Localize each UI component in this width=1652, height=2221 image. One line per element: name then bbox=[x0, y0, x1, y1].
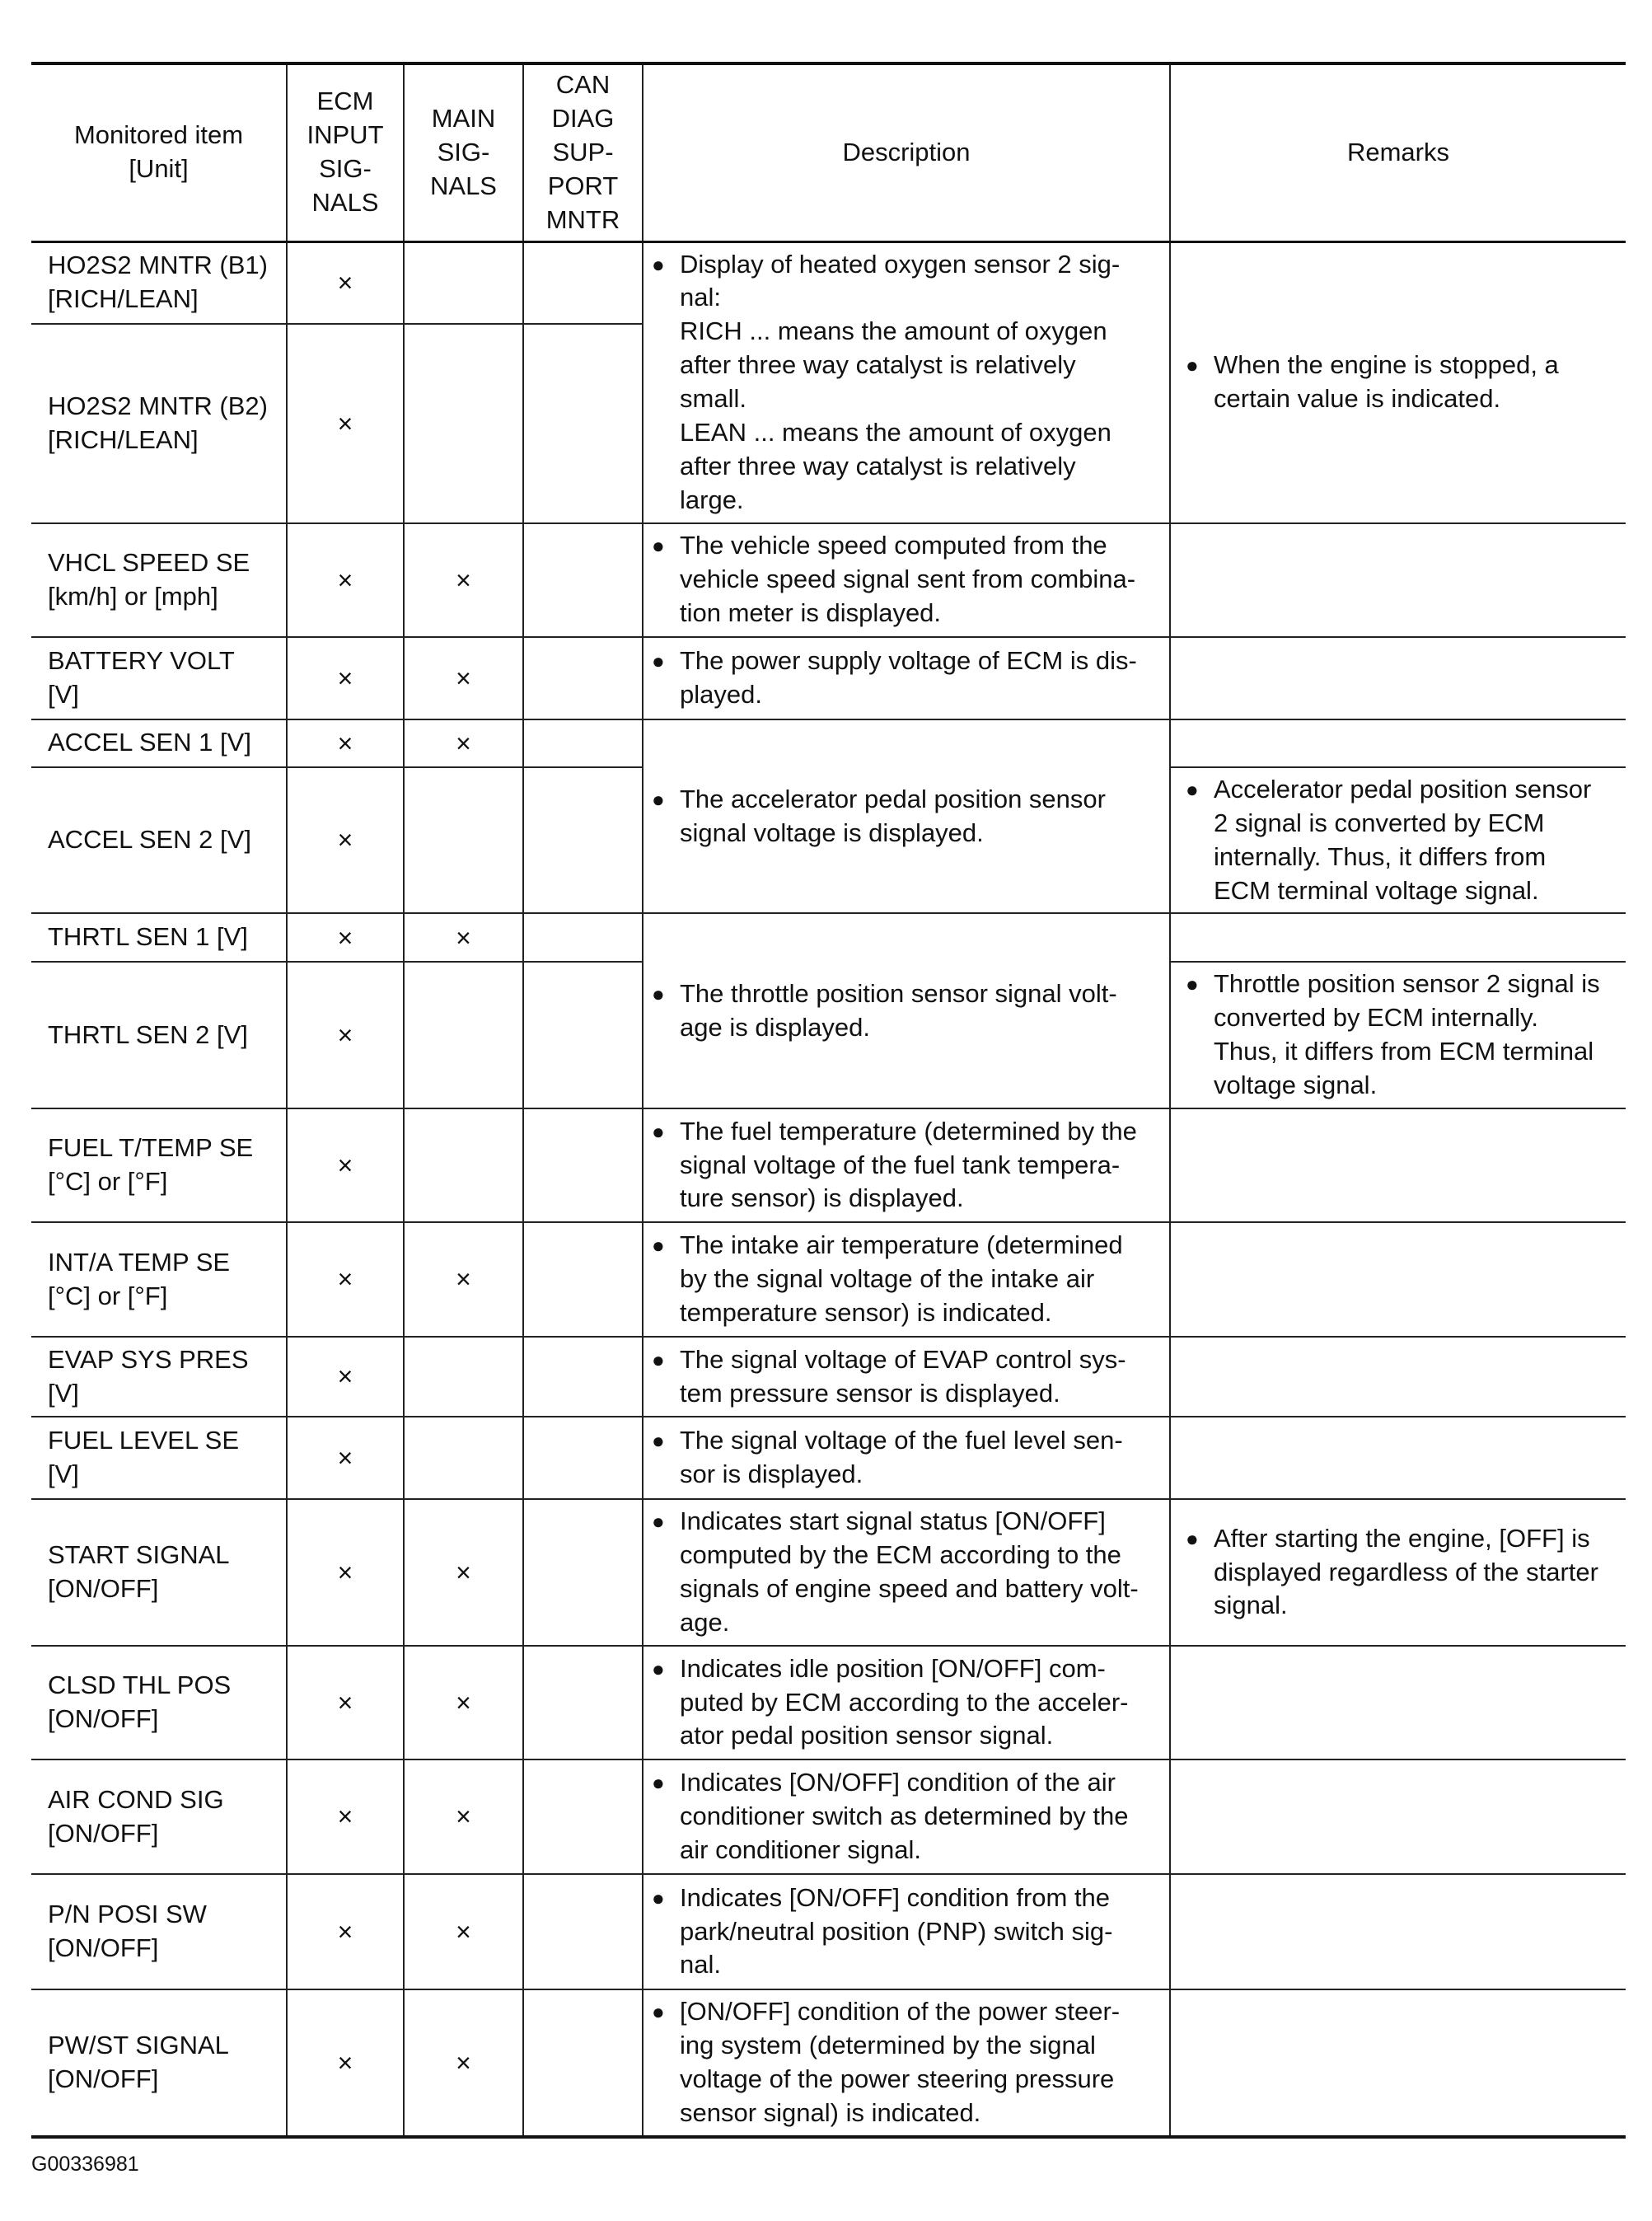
cell-line: INPUT bbox=[307, 120, 384, 150]
header-remarks: Remarks bbox=[1170, 63, 1626, 241]
bullet-icon: ● bbox=[1186, 353, 1199, 378]
bullet-text bbox=[1214, 1522, 1617, 1624]
header-main-signals bbox=[404, 63, 523, 241]
main-signal-cell bbox=[404, 767, 523, 914]
cell-line: SIG- bbox=[319, 154, 372, 184]
bullet-line: [ON/OFF] condition of the power steer- bbox=[680, 1997, 1121, 2027]
bullet-text bbox=[1214, 773, 1617, 908]
cell-line: [ON/OFF] bbox=[48, 1704, 159, 1734]
main-signal-mark: × bbox=[404, 1874, 523, 1989]
can-diag-cell bbox=[523, 637, 643, 719]
bullet-item bbox=[652, 783, 1161, 850]
cell-line: CLSD THL POS bbox=[48, 1670, 232, 1700]
bullet-text bbox=[1214, 968, 1617, 1103]
cell-line: [ON/OFF] bbox=[48, 1933, 159, 1963]
can-diag-cell bbox=[523, 324, 643, 523]
cell-line: AIR COND SIG bbox=[48, 1784, 224, 1814]
remarks-cell bbox=[1170, 913, 1626, 962]
remarks-cell bbox=[1170, 523, 1626, 637]
header-description: Description bbox=[643, 63, 1170, 241]
bullet-text bbox=[680, 1881, 1161, 1983]
ecm-input-mark: × bbox=[287, 637, 404, 719]
bullet-line: ECM terminal voltage signal. bbox=[1214, 875, 1539, 905]
figure-code: G00336981 bbox=[31, 2153, 139, 2176]
ecm-input-mark: × bbox=[287, 1989, 404, 2137]
can-diag-cell bbox=[523, 1108, 643, 1222]
main-signal-mark: × bbox=[404, 1989, 523, 2137]
remarks-cell bbox=[1170, 1222, 1626, 1337]
item-vhcl-speed-se bbox=[31, 523, 287, 637]
main-signal-cell bbox=[404, 1108, 523, 1222]
main-signal-mark: × bbox=[404, 523, 523, 637]
ecm-input-mark: × bbox=[287, 523, 404, 637]
cell-line: DIAG bbox=[551, 103, 615, 133]
table-row bbox=[31, 1989, 1626, 2137]
bullet-icon: ● bbox=[652, 981, 665, 1006]
bullet-line: signal voltage of the fuel tank tempera- bbox=[680, 1150, 1121, 1179]
ecm-input-mark: × bbox=[287, 913, 404, 962]
bullet-icon: ● bbox=[1186, 1525, 1199, 1551]
bullet-line: after three way catalyst is relatively bbox=[680, 451, 1076, 480]
can-diag-cell bbox=[523, 1989, 643, 2137]
cell-line: VHCL SPEED SE bbox=[48, 547, 250, 577]
remarks-start-signal bbox=[1170, 1499, 1626, 1646]
bullet-line: after three way catalyst is relatively bbox=[680, 350, 1076, 380]
remarks-thrtl-sen-2 bbox=[1170, 962, 1626, 1108]
bullet-line: tion meter is displayed. bbox=[680, 598, 942, 628]
item-thrtl-sen-1 bbox=[31, 913, 287, 962]
bullet-line: puted by ECM according to the acceler- bbox=[680, 1687, 1129, 1717]
bullet-item bbox=[652, 1995, 1161, 2130]
cell-line: [RICH/LEAN] bbox=[48, 424, 199, 454]
bullet-line: ture sensor) is displayed. bbox=[680, 1183, 964, 1213]
bullet-text bbox=[680, 1505, 1161, 1640]
bullet-line: The accelerator pedal position sensor bbox=[680, 784, 1106, 813]
bullet-line: small. bbox=[680, 384, 746, 414]
cell-line: [V] bbox=[48, 1460, 79, 1489]
cell-line: [km/h] or [mph] bbox=[48, 581, 218, 611]
table-row bbox=[31, 1499, 1626, 1646]
cell-line: CAN bbox=[555, 70, 611, 99]
can-diag-cell bbox=[523, 1337, 643, 1417]
cell-line: [RICH/LEAN] bbox=[48, 284, 199, 314]
bullet-line: tem pressure sensor is displayed. bbox=[680, 1378, 1060, 1408]
bullet-item bbox=[652, 529, 1161, 630]
bullet-icon: ● bbox=[1186, 776, 1199, 802]
description-intake-air-temp bbox=[643, 1222, 1170, 1337]
ecm-input-mark: × bbox=[287, 1108, 404, 1222]
remarks-accel-sen-2 bbox=[1170, 767, 1626, 914]
item-start-signal bbox=[31, 1499, 287, 1646]
cell-line: ECM bbox=[316, 87, 374, 116]
bullet-icon: ● bbox=[652, 1656, 665, 1681]
bullet-item bbox=[652, 1229, 1161, 1330]
cell-line: P/N POSI SW bbox=[48, 1900, 207, 1929]
cell-line: [Unit] bbox=[129, 154, 189, 184]
bullet-line: internally. Thus, it differs from bbox=[1214, 841, 1547, 871]
table-row bbox=[31, 1417, 1626, 1499]
bullet-icon: ● bbox=[652, 786, 665, 812]
item-evap-sys-pres bbox=[31, 1337, 287, 1417]
bullet-text bbox=[680, 644, 1161, 712]
bullet-line: signal. bbox=[1214, 1591, 1288, 1620]
can-diag-cell bbox=[523, 523, 643, 637]
table-row bbox=[31, 241, 1626, 324]
main-signal-mark: × bbox=[404, 1759, 523, 1874]
item-ho2s2-mntr-b2 bbox=[31, 324, 287, 523]
cell-line: MNTR bbox=[545, 204, 620, 234]
remarks-cell bbox=[1170, 1874, 1626, 1989]
bullet-text bbox=[680, 1343, 1161, 1411]
cell-line: NALS bbox=[430, 171, 497, 200]
main-signal-mark: × bbox=[404, 719, 523, 767]
ecm-input-mark: × bbox=[287, 1417, 404, 1499]
header-row bbox=[31, 63, 1626, 241]
bullet-icon: ● bbox=[652, 1118, 665, 1144]
cell-line: [ON/OFF] bbox=[48, 1574, 159, 1604]
monitor-table-container bbox=[31, 62, 1626, 2130]
bullet-item bbox=[652, 977, 1161, 1045]
cell-line: [ON/OFF] bbox=[48, 2064, 159, 2093]
item-p-n-posi-sw bbox=[31, 1874, 287, 1989]
cell-line: EVAP SYS PRES bbox=[48, 1344, 249, 1374]
can-diag-cell bbox=[523, 767, 643, 914]
bullet-icon: ● bbox=[652, 533, 665, 559]
cell-line: [V] bbox=[48, 1378, 79, 1408]
bullet-line: temperature sensor) is indicated. bbox=[680, 1297, 1052, 1327]
description-pw-st-signal bbox=[643, 1989, 1170, 2137]
description-evap-sys-pres bbox=[643, 1337, 1170, 1417]
remarks-cell bbox=[1170, 1417, 1626, 1499]
bullet-line: Indicates idle position [ON/OFF] com- bbox=[680, 1653, 1106, 1683]
header-ecm-input-signals bbox=[287, 63, 404, 241]
description-accel-sen bbox=[643, 719, 1170, 914]
bullet-item bbox=[652, 1652, 1161, 1754]
bullet-line: signal voltage is displayed. bbox=[680, 818, 984, 847]
description-fuel-temp bbox=[643, 1108, 1170, 1222]
bullet-line: played. bbox=[680, 679, 762, 709]
description-air-cond-sig bbox=[643, 1759, 1170, 1874]
remarks-cell bbox=[1170, 637, 1626, 719]
bullet-icon: ● bbox=[652, 1885, 665, 1910]
table-row bbox=[31, 1646, 1626, 1759]
table-row bbox=[31, 637, 1626, 719]
bullet-text bbox=[680, 1115, 1161, 1216]
bullet-icon: ● bbox=[652, 1999, 665, 2025]
ecm-input-mark: × bbox=[287, 1874, 404, 1989]
main-signal-mark: × bbox=[404, 1222, 523, 1337]
ecm-input-mark: × bbox=[287, 719, 404, 767]
remarks-cell bbox=[1170, 1759, 1626, 1874]
cell-line: [ON/OFF] bbox=[48, 1818, 159, 1848]
ecm-input-mark: × bbox=[287, 1646, 404, 1759]
cell-line: Monitored item bbox=[73, 120, 244, 150]
bullet-icon: ● bbox=[652, 648, 665, 673]
cell-line: FUEL LEVEL SE bbox=[48, 1426, 240, 1455]
ecm-input-mark: × bbox=[287, 241, 404, 324]
bullet-text bbox=[680, 783, 1161, 850]
cell-line: BATTERY VOLT bbox=[48, 645, 235, 675]
bullet-line: The throttle position sensor signal volt- bbox=[680, 978, 1117, 1008]
bullet-item bbox=[652, 1343, 1161, 1411]
cell-line: SIG- bbox=[437, 137, 490, 166]
bullet-line: signals of engine speed and battery volt- bbox=[680, 1574, 1139, 1604]
header-can-diag-support-mntr bbox=[523, 63, 643, 241]
main-signal-cell bbox=[404, 241, 523, 324]
cell-line: [V] bbox=[48, 679, 79, 709]
cell-line: NALS bbox=[311, 188, 379, 218]
bullet-item bbox=[652, 644, 1161, 712]
bullet-line: ator pedal position sensor signal. bbox=[680, 1721, 1054, 1750]
item-air-cond-sig bbox=[31, 1759, 287, 1874]
remarks-cell bbox=[1170, 1646, 1626, 1759]
table-row bbox=[31, 523, 1626, 637]
table-row bbox=[31, 1337, 1626, 1417]
bullet-icon: ● bbox=[652, 1347, 665, 1372]
ecm-input-mark: × bbox=[287, 1499, 404, 1646]
bullet-line: The intake air temperature (determined bbox=[680, 1230, 1123, 1260]
bullet-line: Throttle position sensor 2 signal is bbox=[1214, 969, 1600, 999]
bullet-item bbox=[652, 1115, 1161, 1216]
bullet-line: by the signal voltage of the intake air bbox=[680, 1264, 1095, 1294]
bullet-line: nal: bbox=[680, 283, 721, 312]
cell-line: THRTL SEN 2 [V] bbox=[48, 1019, 248, 1049]
cell-line: SUP- bbox=[552, 137, 614, 166]
item-fuel-t-temp-se bbox=[31, 1108, 287, 1222]
can-diag-cell bbox=[523, 241, 643, 324]
description-ho2s2 bbox=[643, 241, 1170, 523]
bullet-line: certain value is indicated. bbox=[1214, 384, 1501, 414]
bullet-text bbox=[680, 248, 1161, 518]
ecm-input-mark: × bbox=[287, 767, 404, 914]
bullet-icon: ● bbox=[652, 1233, 665, 1258]
cell-line: [°C] or [°F] bbox=[48, 1281, 168, 1310]
table-row bbox=[31, 1222, 1626, 1337]
description-thrtl-sen bbox=[643, 913, 1170, 1108]
ecm-input-mark: × bbox=[287, 324, 404, 523]
bullet-line: converted by ECM internally. bbox=[1214, 1003, 1538, 1033]
description-start-signal bbox=[643, 1499, 1170, 1646]
can-diag-cell bbox=[523, 1499, 643, 1646]
bullet-line: ing system (determined by the signal bbox=[680, 2030, 1096, 2059]
main-signal-mark: × bbox=[404, 1646, 523, 1759]
bullet-text bbox=[680, 529, 1161, 630]
main-signal-cell bbox=[404, 324, 523, 523]
cell-line: INT/A TEMP SE bbox=[48, 1247, 231, 1277]
bullet-text bbox=[680, 977, 1161, 1045]
bullet-line: computed by the ECM according to the bbox=[680, 1540, 1121, 1570]
table-row bbox=[31, 1759, 1626, 1874]
ecm-input-mark: × bbox=[287, 1222, 404, 1337]
description-fuel-level bbox=[643, 1417, 1170, 1499]
cell-line: HO2S2 MNTR (B1) bbox=[48, 251, 268, 280]
can-diag-cell bbox=[523, 1417, 643, 1499]
description-vhcl-speed bbox=[643, 523, 1170, 637]
table-row bbox=[31, 1108, 1626, 1222]
bullet-text bbox=[680, 1995, 1161, 2130]
bullet-line: vehicle speed signal sent from combina- bbox=[680, 565, 1136, 594]
item-fuel-level-se bbox=[31, 1417, 287, 1499]
ecm-input-mark: × bbox=[287, 1337, 404, 1417]
bullet-line: air conditioner signal. bbox=[680, 1834, 921, 1864]
can-diag-cell bbox=[523, 962, 643, 1108]
cell-line: FUEL T/TEMP SE bbox=[48, 1133, 254, 1163]
remarks-cell bbox=[1170, 1108, 1626, 1222]
cell-line: ACCEL SEN 1 [V] bbox=[48, 728, 251, 757]
monitor-table bbox=[31, 62, 1626, 2139]
table-row bbox=[31, 1874, 1626, 1989]
item-accel-sen-2 bbox=[31, 767, 287, 914]
cell-line: [°C] or [°F] bbox=[48, 1167, 168, 1197]
bullet-item bbox=[652, 1505, 1161, 1640]
bullet-icon: ● bbox=[652, 251, 665, 277]
bullet-line: voltage of the power steering pressure bbox=[680, 2064, 1115, 2093]
cell-line: START SIGNAL bbox=[48, 1540, 230, 1570]
remarks-cell bbox=[1170, 1337, 1626, 1417]
item-clsd-thl-pos bbox=[31, 1646, 287, 1759]
bullet-line: LEAN ... means the amount of oxygen bbox=[680, 418, 1111, 447]
cell-line: MAIN bbox=[431, 103, 496, 133]
ecm-input-mark: × bbox=[287, 1759, 404, 1874]
main-signal-cell bbox=[404, 1417, 523, 1499]
can-diag-cell bbox=[523, 1222, 643, 1337]
bullet-line: voltage signal. bbox=[1214, 1071, 1378, 1100]
bullet-item bbox=[1186, 1522, 1617, 1624]
bullet-line: Thus, it differs from ECM terminal bbox=[1214, 1037, 1594, 1066]
bullet-text bbox=[680, 1766, 1161, 1867]
bullet-item bbox=[1186, 773, 1617, 908]
bullet-line: park/neutral position (PNP) switch sig- bbox=[680, 1916, 1113, 1946]
remarks-cell bbox=[1170, 719, 1626, 767]
bullet-line: displayed regardless of the starter bbox=[1214, 1557, 1598, 1586]
header-monitored-item bbox=[31, 63, 287, 241]
cell-line: PORT bbox=[547, 171, 619, 200]
bullet-line: RICH ... means the amount of oxygen bbox=[680, 316, 1107, 346]
description-clsd-thl-pos bbox=[643, 1646, 1170, 1759]
bullet-text bbox=[680, 1229, 1161, 1330]
bullet-line: age. bbox=[680, 1607, 730, 1637]
bullet-item bbox=[652, 248, 1161, 518]
bullet-text bbox=[680, 1424, 1161, 1492]
item-pw-st-signal bbox=[31, 1989, 287, 2137]
bullet-line: large. bbox=[680, 485, 744, 514]
bullet-line: Indicates [ON/OFF] condition of the air bbox=[680, 1768, 1116, 1797]
bullet-line: sensor signal) is indicated. bbox=[680, 2097, 981, 2127]
bullet-line: The power supply voltage of ECM is dis- bbox=[680, 645, 1137, 675]
bullet-text bbox=[680, 1652, 1161, 1754]
cell-line: PW/ST SIGNAL bbox=[48, 2030, 229, 2059]
bullet-line: After starting the engine, [OFF] is bbox=[1214, 1523, 1590, 1553]
main-signal-cell bbox=[404, 962, 523, 1108]
bullet-line: nal. bbox=[680, 1950, 721, 1980]
main-signal-mark: × bbox=[404, 637, 523, 719]
bullet-item bbox=[652, 1881, 1161, 1983]
main-signal-mark: × bbox=[404, 913, 523, 962]
bullet-line: When the engine is stopped, a bbox=[1214, 350, 1559, 380]
bullet-line: The vehicle speed computed from the bbox=[680, 531, 1107, 560]
item-int-a-temp-se bbox=[31, 1222, 287, 1337]
cell-line: THRTL SEN 1 [V] bbox=[48, 922, 248, 952]
bullet-line: Display of heated oxygen sensor 2 sig- bbox=[680, 249, 1121, 279]
bullet-icon: ● bbox=[652, 1428, 665, 1454]
bullet-icon: ● bbox=[652, 1509, 665, 1535]
can-diag-cell bbox=[523, 1874, 643, 1989]
cell-line: ACCEL SEN 2 [V] bbox=[48, 825, 251, 855]
remarks-cell bbox=[1170, 1989, 1626, 2137]
main-signal-mark: × bbox=[404, 1499, 523, 1646]
bullet-text bbox=[1214, 349, 1617, 416]
can-diag-cell bbox=[523, 1759, 643, 1874]
bullet-line: Indicates [ON/OFF] condition from the bbox=[680, 1882, 1111, 1912]
main-signal-cell bbox=[404, 1337, 523, 1417]
item-battery-volt bbox=[31, 637, 287, 719]
bullet-line: conditioner switch as determined by the bbox=[680, 1802, 1129, 1831]
bullet-line: age is displayed. bbox=[680, 1012, 870, 1042]
bullet-line: The fuel temperature (determined by the bbox=[680, 1116, 1137, 1146]
description-battery-volt bbox=[643, 637, 1170, 719]
can-diag-cell bbox=[523, 719, 643, 767]
bullet-item bbox=[1186, 968, 1617, 1103]
description-p-n-posi-sw bbox=[643, 1874, 1170, 1989]
table-row bbox=[31, 913, 1626, 962]
can-diag-cell bbox=[523, 913, 643, 962]
bullet-item bbox=[652, 1766, 1161, 1867]
can-diag-cell bbox=[523, 1646, 643, 1759]
bullet-line: 2 signal is converted by ECM bbox=[1214, 808, 1545, 837]
bullet-icon: ● bbox=[1186, 972, 1199, 997]
bullet-line: Accelerator pedal position sensor bbox=[1214, 774, 1592, 804]
table-row bbox=[31, 719, 1626, 767]
ecm-input-mark: × bbox=[287, 962, 404, 1108]
bullet-line: The signal voltage of the fuel level sen- bbox=[680, 1426, 1123, 1455]
bullet-line: sor is displayed. bbox=[680, 1460, 863, 1489]
remarks-ho2s2 bbox=[1170, 241, 1626, 523]
bullet-line: Indicates start signal status [ON/OFF] bbox=[680, 1506, 1106, 1536]
item-accel-sen-1 bbox=[31, 719, 287, 767]
bullet-line: The signal voltage of EVAP control sys- bbox=[680, 1344, 1126, 1374]
bullet-item bbox=[1186, 349, 1617, 416]
bullet-item bbox=[652, 1424, 1161, 1492]
bullet-icon: ● bbox=[652, 1770, 665, 1796]
item-thrtl-sen-2 bbox=[31, 962, 287, 1108]
cell-line: HO2S2 MNTR (B2) bbox=[48, 391, 268, 420]
item-ho2s2-mntr-b1 bbox=[31, 241, 287, 324]
